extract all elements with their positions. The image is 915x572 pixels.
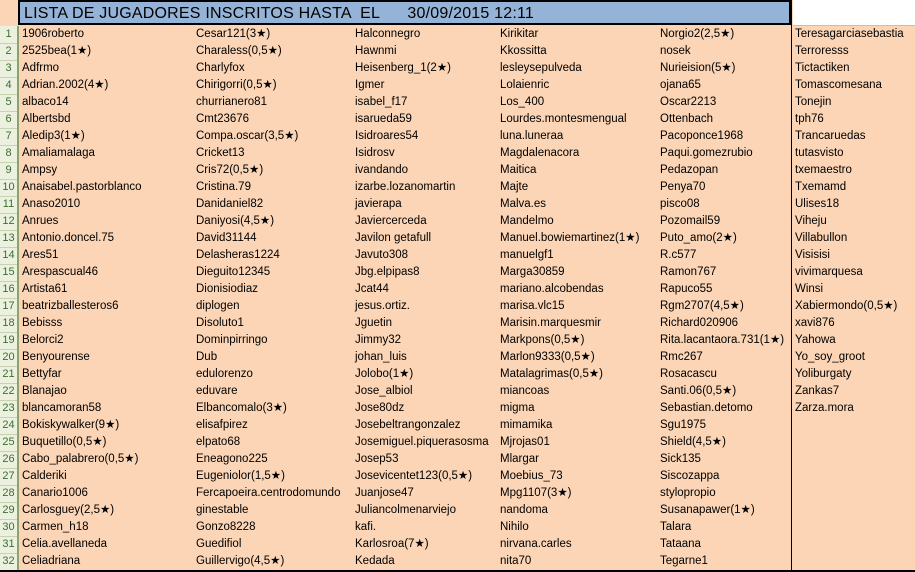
player-cell[interactable]: Santi.06(0,5★) bbox=[660, 385, 737, 397]
player-cell[interactable]: kafi. bbox=[355, 521, 377, 533]
player-cell[interactable]: Antonio.doncel.75 bbox=[22, 232, 115, 244]
player-cell[interactable]: Cmt23676 bbox=[196, 113, 250, 125]
player-cell[interactable]: Mlargar bbox=[500, 453, 539, 465]
player-cell[interactable]: Tomascomesana bbox=[795, 79, 882, 91]
player-cell[interactable]: marisa.vlc15 bbox=[500, 300, 565, 312]
player-cell[interactable]: Maitica bbox=[500, 164, 537, 176]
player-cell[interactable]: Xabiermondo(0,5★) bbox=[795, 300, 898, 312]
player-cell[interactable]: Jcat44 bbox=[355, 283, 389, 295]
player-cell[interactable]: stylopropio bbox=[660, 487, 716, 499]
player-cell[interactable]: Marga30859 bbox=[500, 266, 565, 278]
player-cell[interactable]: Moebius_73 bbox=[500, 470, 563, 482]
player-cell[interactable]: Chirigorri(0,5★) bbox=[196, 79, 277, 91]
player-cell[interactable]: Dionisiodiaz bbox=[196, 283, 259, 295]
player-cell[interactable]: Manuel.bowiemartinez(1★) bbox=[500, 232, 640, 244]
player-cell[interactable]: Carlosguey(2,5★) bbox=[22, 504, 115, 516]
player-cell[interactable]: Celiadriana bbox=[22, 555, 81, 567]
player-cell[interactable]: Los_400 bbox=[500, 96, 545, 108]
row-number[interactable]: 24 bbox=[2, 419, 15, 431]
player-cell[interactable]: Rmc267 bbox=[660, 351, 703, 363]
player-cell[interactable]: Gonzo8228 bbox=[196, 521, 256, 533]
player-cell[interactable]: Cricket13 bbox=[196, 147, 245, 159]
empty-header-cell[interactable] bbox=[793, 0, 915, 26]
player-cell[interactable]: Teresagarciasebastia bbox=[795, 28, 904, 40]
player-cell[interactable]: Josep53 bbox=[355, 453, 399, 465]
row-number[interactable]: 30 bbox=[2, 521, 15, 533]
player-cell[interactable]: Pozomail59 bbox=[660, 215, 721, 227]
player-cell[interactable]: Talara bbox=[660, 521, 692, 533]
row-number[interactable]: 26 bbox=[2, 453, 15, 465]
player-cell[interactable]: Cris72(0,5★) bbox=[196, 164, 264, 176]
player-cell[interactable]: Daniyosi(4,5★) bbox=[196, 215, 275, 227]
player-cell[interactable]: Javiercerceda bbox=[355, 215, 427, 227]
player-cell[interactable]: lesleysepulveda bbox=[500, 62, 582, 74]
player-cell[interactable]: Dieguito12345 bbox=[196, 266, 271, 278]
player-cell[interactable]: Jguetin bbox=[355, 317, 393, 329]
player-cell[interactable]: ojana65 bbox=[660, 79, 701, 91]
row-number[interactable]: 15 bbox=[2, 266, 15, 278]
player-cell[interactable]: 1906roberto bbox=[22, 28, 85, 40]
player-cell[interactable]: nandoma bbox=[500, 504, 548, 516]
row-number[interactable]: 29 bbox=[2, 504, 15, 516]
player-cell[interactable]: Tonejin bbox=[795, 96, 832, 108]
player-cell[interactable]: Jose_albiol bbox=[355, 385, 413, 397]
player-cell[interactable]: Rosacascu bbox=[660, 368, 717, 380]
player-cell[interactable]: Calderiki bbox=[22, 470, 67, 482]
player-cell[interactable]: Isidrosv bbox=[355, 147, 395, 159]
player-cell[interactable]: Matalagrimas(0,5★) bbox=[500, 368, 603, 380]
player-cell[interactable]: Elbancomalo(3★) bbox=[196, 402, 287, 414]
player-cell[interactable]: Yahowa bbox=[795, 334, 836, 346]
player-cell[interactable]: Pacoponce1968 bbox=[660, 130, 744, 142]
player-cell[interactable]: Oscar2213 bbox=[660, 96, 717, 108]
player-cell[interactable]: Danidaniel82 bbox=[196, 198, 264, 210]
player-cell[interactable]: eduvare bbox=[196, 385, 238, 397]
title-cell[interactable] bbox=[18, 0, 791, 25]
player-cell[interactable]: Siscozappa bbox=[660, 470, 720, 482]
player-cell[interactable]: Josemiguel.piquerasosma bbox=[355, 436, 489, 448]
row-number[interactable]: 2 bbox=[5, 45, 12, 57]
player-cell[interactable]: Ampsy bbox=[22, 164, 58, 176]
player-cell[interactable]: diplogen bbox=[196, 300, 240, 312]
row-number[interactable]: 27 bbox=[2, 470, 15, 482]
player-cell[interactable]: Canario1006 bbox=[22, 487, 88, 499]
player-cell[interactable]: Eneagono225 bbox=[196, 453, 268, 465]
player-cell[interactable]: elisafpirez bbox=[196, 419, 248, 431]
player-cell[interactable]: nita70 bbox=[500, 555, 532, 567]
player-cell[interactable]: Anaso2010 bbox=[22, 198, 81, 210]
player-cell[interactable]: Susanapawer(1★) bbox=[660, 504, 755, 516]
player-cell[interactable]: Marisin.marquesmir bbox=[500, 317, 601, 329]
player-cell[interactable]: Juliancolmenarviejo bbox=[355, 504, 456, 516]
player-cell[interactable]: Txemamd bbox=[795, 181, 847, 193]
player-cell[interactable]: Karlosroa(7★) bbox=[355, 538, 429, 550]
player-cell[interactable]: Puto_amo(2★) bbox=[660, 232, 737, 244]
row-number[interactable]: 16 bbox=[2, 283, 15, 295]
player-cell[interactable]: ivandando bbox=[355, 164, 409, 176]
player-cell[interactable]: Anaisabel.pastorblanco bbox=[22, 181, 142, 193]
player-cell[interactable]: johan_luis bbox=[355, 351, 407, 363]
row-number[interactable]: 11 bbox=[2, 198, 15, 210]
row-number[interactable]: 31 bbox=[2, 538, 15, 550]
player-cell[interactable]: Anrues bbox=[22, 215, 59, 227]
player-cell[interactable]: Igmer bbox=[355, 79, 385, 91]
row-number[interactable]: 19 bbox=[2, 334, 15, 346]
row-number[interactable]: 23 bbox=[2, 402, 15, 414]
player-cell[interactable]: Fercapoeira.centrodomundo bbox=[196, 487, 341, 499]
player-cell[interactable]: Sgu1975 bbox=[660, 419, 707, 431]
row-number[interactable]: 18 bbox=[2, 317, 15, 329]
player-cell[interactable]: Zankas7 bbox=[795, 385, 840, 397]
player-cell[interactable]: Tataana bbox=[660, 538, 701, 550]
player-cell[interactable]: xavi876 bbox=[795, 317, 835, 329]
player-grid bbox=[19, 26, 915, 572]
row-number[interactable]: 14 bbox=[2, 249, 15, 261]
player-cell[interactable]: Nurieision(5★) bbox=[660, 62, 736, 74]
player-cell[interactable]: Ottenbach bbox=[660, 113, 714, 125]
player-cell[interactable]: Carmen_h18 bbox=[22, 521, 89, 533]
player-cell[interactable]: javierapa bbox=[355, 198, 402, 210]
player-cell[interactable]: Rgm2707(4,5★) bbox=[660, 300, 744, 312]
player-cell[interactable]: Jolobo(1★) bbox=[355, 368, 414, 380]
player-cell[interactable]: Mpg1107(3★) bbox=[500, 487, 572, 499]
player-cell[interactable]: manuelgf1 bbox=[500, 249, 554, 261]
player-cell[interactable]: Ares51 bbox=[22, 249, 59, 261]
player-cell[interactable]: tph76 bbox=[795, 113, 824, 125]
row-number[interactable]: 20 bbox=[2, 351, 15, 363]
player-cell[interactable]: Javuto308 bbox=[355, 249, 409, 261]
row-number[interactable]: 6 bbox=[5, 113, 12, 125]
row-number[interactable]: 9 bbox=[5, 164, 12, 176]
player-cell[interactable]: 2525bea(1★) bbox=[22, 45, 92, 57]
player-cell[interactable]: Trancaruedas bbox=[795, 130, 866, 142]
player-cell[interactable]: Compa.oscar(3,5★) bbox=[196, 130, 299, 142]
player-cell[interactable]: Bettyfar bbox=[22, 368, 62, 380]
player-cell[interactable]: Artista61 bbox=[22, 283, 68, 295]
player-cell[interactable]: migma bbox=[500, 402, 535, 414]
player-cell[interactable]: isabel_f17 bbox=[355, 96, 408, 108]
player-cell[interactable]: Mjrojas01 bbox=[500, 436, 550, 448]
player-cell[interactable]: Terroresss bbox=[795, 45, 849, 57]
player-cell[interactable]: Malva.es bbox=[500, 198, 547, 210]
player-cell[interactable]: Marlon9333(0,5★) bbox=[500, 351, 595, 363]
player-cell[interactable]: Lolaienric bbox=[500, 79, 550, 91]
player-cell[interactable]: Benyourense bbox=[22, 351, 90, 363]
player-cell[interactable]: Adfrmo bbox=[22, 62, 60, 74]
player-cell[interactable]: elpato68 bbox=[196, 436, 241, 448]
player-cell[interactable]: nosek bbox=[660, 45, 691, 57]
player-cell[interactable]: edulorenzo bbox=[196, 368, 253, 380]
player-cell[interactable]: Magdalenacora bbox=[500, 147, 580, 159]
player-cell[interactable]: Pedazopan bbox=[660, 164, 719, 176]
player-cell[interactable]: Arespascual46 bbox=[22, 266, 99, 278]
player-cell[interactable]: nirvana.carles bbox=[500, 538, 572, 550]
player-cell[interactable]: Guedifiol bbox=[196, 538, 242, 550]
row-number[interactable]: 13 bbox=[2, 232, 15, 244]
row-number[interactable]: 10 bbox=[2, 181, 15, 193]
player-cell[interactable]: miancoas bbox=[500, 385, 550, 397]
player-cell[interactable]: albaco14 bbox=[22, 96, 69, 108]
player-cell[interactable]: Jimmy32 bbox=[355, 334, 402, 346]
row-number[interactable]: 3 bbox=[5, 62, 12, 74]
player-cell[interactable]: Bebisss bbox=[22, 317, 63, 329]
player-cell[interactable]: jesus.ortiz. bbox=[355, 300, 410, 312]
player-cell[interactable]: Tictactiken bbox=[795, 62, 850, 74]
player-cell[interactable]: Viheju bbox=[795, 215, 827, 227]
player-cell[interactable]: ginestable bbox=[196, 504, 249, 516]
row-number[interactable]: 8 bbox=[5, 147, 12, 159]
player-cell[interactable]: Ramon767 bbox=[660, 266, 717, 278]
player-cell[interactable]: Yoliburgaty bbox=[795, 368, 852, 380]
player-cell[interactable]: Jose80dz bbox=[355, 402, 405, 414]
player-cell[interactable]: Blanajao bbox=[22, 385, 67, 397]
player-cell[interactable]: Dominpirringo bbox=[196, 334, 268, 346]
player-cell[interactable]: mimamika bbox=[500, 419, 553, 431]
player-cell[interactable]: Sebastian.detomo bbox=[660, 402, 753, 414]
player-cell[interactable]: Nihilo bbox=[500, 521, 529, 533]
player-cell[interactable]: R.c577 bbox=[660, 249, 697, 261]
player-cell[interactable]: Josevicentet123(0,5★) bbox=[355, 470, 473, 482]
player-cell[interactable]: Yo_soy_groot bbox=[795, 351, 865, 363]
player-cell[interactable]: Javilon getafull bbox=[355, 232, 432, 244]
player-cell[interactable]: tutasvisto bbox=[795, 147, 844, 159]
player-cell[interactable]: Delasheras1224 bbox=[196, 249, 280, 261]
row-number[interactable]: 21 bbox=[2, 368, 15, 380]
player-cell[interactable]: Halconnegro bbox=[355, 28, 421, 40]
player-cell[interactable]: Ulises18 bbox=[795, 198, 840, 210]
player-cell[interactable]: Richard020906 bbox=[660, 317, 739, 329]
player-cell[interactable]: Guillervigo(4,5★) bbox=[196, 555, 285, 567]
sheet-title: LISTA DE JUGADORES INSCRITOS HASTA EL 30/09/2015 12:11 bbox=[24, 5, 534, 22]
player-cell[interactable]: Cristina.79 bbox=[196, 181, 251, 193]
row-number[interactable]: 17 bbox=[2, 300, 15, 312]
player-cell[interactable]: izarbe.lozanomartin bbox=[355, 181, 456, 193]
player-cell[interactable]: mariano.alcobendas bbox=[500, 283, 604, 295]
player-cell[interactable]: Lourdes.montesmengual bbox=[500, 113, 627, 125]
player-cell[interactable]: Markpons(0,5★) bbox=[500, 334, 585, 346]
player-cell[interactable]: David31144 bbox=[196, 232, 257, 244]
row-number-gutter bbox=[0, 26, 19, 572]
player-cell[interactable]: Zarza.mora bbox=[795, 402, 854, 414]
row-number[interactable]: 4 bbox=[5, 79, 12, 91]
row-number[interactable]: 5 bbox=[5, 96, 12, 108]
player-cell[interactable]: Heisenberg_1(2★) bbox=[355, 62, 451, 74]
player-cell[interactable]: Jbg.elpipas8 bbox=[355, 266, 420, 278]
table-right-border bbox=[791, 0, 792, 572]
row-number[interactable]: 32 bbox=[2, 555, 15, 567]
player-cell[interactable]: vivimarquesa bbox=[795, 266, 863, 278]
player-cell[interactable]: beatrizballesteros6 bbox=[22, 300, 119, 312]
player-cell[interactable]: Celia.avellaneda bbox=[22, 538, 108, 550]
player-cell[interactable]: Isidroares54 bbox=[355, 130, 419, 142]
player-cell[interactable]: Mandelmo bbox=[500, 215, 554, 227]
player-cell[interactable]: Shield(4,5★) bbox=[660, 436, 726, 448]
player-cell[interactable]: Charlyfox bbox=[196, 62, 245, 74]
player-cell[interactable]: Buquetillo(0,5★) bbox=[22, 436, 107, 448]
player-cell[interactable]: Amaliamalaga bbox=[22, 147, 95, 159]
player-cell[interactable]: Charaless(0,5★) bbox=[196, 45, 282, 57]
player-cell[interactable]: Norgio2(2,5★) bbox=[660, 28, 735, 40]
row-number[interactable]: 22 bbox=[2, 385, 15, 397]
player-cell[interactable]: Adrian.2002(4★) bbox=[22, 79, 109, 91]
row-number[interactable]: 28 bbox=[2, 487, 15, 499]
player-cell[interactable]: isarueda59 bbox=[355, 113, 412, 125]
player-cell[interactable]: Kirikitar bbox=[500, 28, 539, 40]
row-number[interactable]: 7 bbox=[5, 130, 12, 142]
player-cell[interactable]: Dub bbox=[196, 351, 218, 363]
player-cell[interactable]: txemaestro bbox=[795, 164, 852, 176]
player-cell[interactable]: Majte bbox=[500, 181, 529, 193]
player-cell[interactable]: luna.luneraa bbox=[500, 130, 564, 142]
player-cell[interactable]: Winsi bbox=[795, 283, 824, 295]
player-cell[interactable]: Aledip3(1★) bbox=[22, 130, 85, 142]
row-number[interactable]: 25 bbox=[2, 436, 15, 448]
player-cell[interactable]: Rita.lacantaora.731(1★) bbox=[660, 334, 785, 346]
player-cell[interactable]: Paqui.gomezrubio bbox=[660, 147, 753, 159]
row-number[interactable]: 1 bbox=[5, 28, 12, 40]
player-cell[interactable]: Albertsbd bbox=[22, 113, 71, 125]
player-cell[interactable]: churrianero81 bbox=[196, 96, 267, 108]
row-number[interactable]: 12 bbox=[2, 215, 15, 227]
player-cell[interactable]: Sick135 bbox=[660, 453, 701, 465]
player-cell[interactable]: Penya70 bbox=[660, 181, 706, 193]
player-cell[interactable]: Tegarne1 bbox=[660, 555, 708, 567]
player-cell[interactable]: Disoluto1 bbox=[196, 317, 244, 329]
player-cell[interactable]: Hawnmi bbox=[355, 45, 397, 57]
player-cell[interactable]: Cabo_palabrero(0,5★) bbox=[22, 453, 139, 465]
player-cell[interactable]: Josebeltrangonzalez bbox=[355, 419, 461, 431]
player-cell[interactable]: Bokiskywalker(9★) bbox=[22, 419, 120, 431]
player-cell[interactable]: Eugeniolor(1,5★) bbox=[196, 470, 285, 482]
player-cell[interactable]: Visisisi bbox=[795, 249, 830, 261]
player-cell[interactable]: Kedada bbox=[355, 555, 395, 567]
player-cell[interactable]: blancamoran58 bbox=[22, 402, 102, 414]
player-cell[interactable]: pisco08 bbox=[660, 198, 700, 210]
player-cell[interactable]: Rapuco55 bbox=[660, 283, 713, 295]
player-cell[interactable]: Cesar121(3★) bbox=[196, 28, 271, 40]
player-cell[interactable]: Kkossitta bbox=[500, 45, 547, 57]
player-cell[interactable]: Villabullon bbox=[795, 232, 848, 244]
player-cell[interactable]: Belorci2 bbox=[22, 334, 64, 346]
player-cell[interactable]: Juanjose47 bbox=[355, 487, 414, 499]
